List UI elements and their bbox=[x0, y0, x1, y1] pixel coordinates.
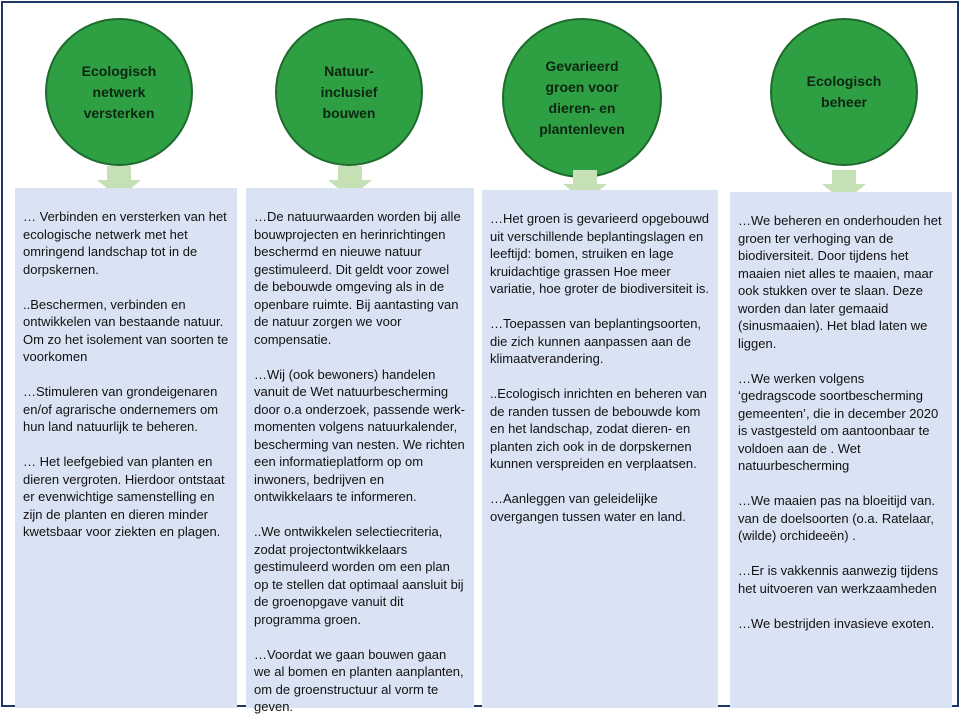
paragraph: …We beheren en onderhouden het groen ter verhoging van de biodiversiteit. Door tijdens het maaien niet alles te maaien, maar ook stukken over te slaan. Deze worden dan later gemaaid (sinusmaaien). Het blad laten we liggen. bbox=[738, 213, 942, 351]
circle-ecologisch-netwerk bbox=[45, 18, 193, 166]
circle-title: Ecologisch beheer bbox=[806, 73, 882, 110]
circle-title: Natuur-inclusief bouwen bbox=[320, 62, 378, 121]
paragraph: …Voordat we gaan bouwen gaan we al bomen en planten aanplanten, om de groenstructuur al vorm te geven. bbox=[254, 646, 464, 714]
paragraph: … Het leefgebied van planten en dieren vergroten. Hierdoor ontstaat er evenwichtige samenstelling en zijn de planten en dieren minder kwetsbaar voor ziekten en plagen. bbox=[23, 454, 225, 539]
paragraph: …We maaien pas na bloeitijd van. van de doelsoorten (o.a. Ratelaar, (wilde) orchideeën) . bbox=[738, 493, 936, 543]
paragraph: …Er is vakkennis aanwezig tijdens het uitvoeren van werkzaamheden bbox=[738, 563, 939, 596]
paragraph: …Aanleggen van geleidelijke overgangen tussen water en land. bbox=[490, 491, 686, 524]
circle-title: Ecologisch netwerk versterken bbox=[81, 62, 157, 121]
paragraph: …We bestrijden invasieve exoten. bbox=[738, 615, 935, 631]
circle-natuur-inclusief bbox=[275, 18, 423, 166]
column-box-2 bbox=[246, 188, 474, 714]
paragraph: ..We ontwikkelen selectiecriteria, zodat projectontwikkelaars gestimuleerd worden om een plan op te stellen dat optimaal aansluit bij de groenopgave vanuit dit programma groen. bbox=[254, 524, 464, 627]
column-box-4 bbox=[730, 192, 952, 708]
circle-title: Gevarieerd groen voor dieren- en plantenleven bbox=[539, 58, 625, 137]
paragraph: …Toepassen van beplantingsoorten, die zich kunnen aanpassen aan de klimaatverandering. bbox=[490, 316, 702, 366]
paragraph: …Stimuleren van grondeigenaren en/of agrarische ondernemers om hun land natuurlijk te beheren. bbox=[23, 384, 219, 434]
paragraph: …Wij (ook bewoners) handelen vanuit de Wet natuurbescherming door o.a onderzoek, passende werk-momenten volgens natuurkalender, bescherming van nesten. We richten een informatieplatform op om inwoners, bedrijven en ontwikkelaars te informeren. bbox=[254, 366, 466, 504]
column-box-3 bbox=[482, 190, 718, 708]
circle-ecologisch-beheer bbox=[770, 18, 918, 166]
column-box-1 bbox=[15, 188, 237, 708]
paragraph: … Verbinden en versterken van het ecologische netwerk met het omringend landschap tot in de dorpskernen. bbox=[23, 209, 227, 277]
paragraph: …De natuurwaarden worden bij alle bouwprojecten en herinrichtingen beschermd en nieuwe natuur gestimuleerd. Dit geldt voor zowel de bebouwde omgeving als in de openbare ruimte. Bij aantasting van de natuur zorgen we voor compensatie. bbox=[254, 209, 461, 347]
paragraph: …We werken volgens ‘gedragscode soortbescherming gemeenten’, die in december 2020 is vastgesteld om aantoonbaar te voldoen aan de . Wet natuurbescherming bbox=[738, 370, 939, 473]
paragraph: ..Beschermen, verbinden en ontwikkelen van bestaande natuur. Om zo het isolement van soorten te voorkomen bbox=[23, 296, 229, 364]
paragraph: ..Ecologisch inrichten en beheren van de randen tussen de bebouwde kom en het landschap, zodat dieren- en planten zich ook in de dorpskernen kunnen verspreiden en verplaatsen. bbox=[490, 386, 707, 471]
paragraph: …Het groen is gevarieerd opgebouwd uit verschillende beplantingslagen en leeftijd: bomen, struiken en lage kruidachtige grassen Hoe meer variatie, hoe groter de biodiversiteit is. bbox=[490, 211, 709, 296]
circle-gevarieerd-groen bbox=[502, 18, 662, 178]
